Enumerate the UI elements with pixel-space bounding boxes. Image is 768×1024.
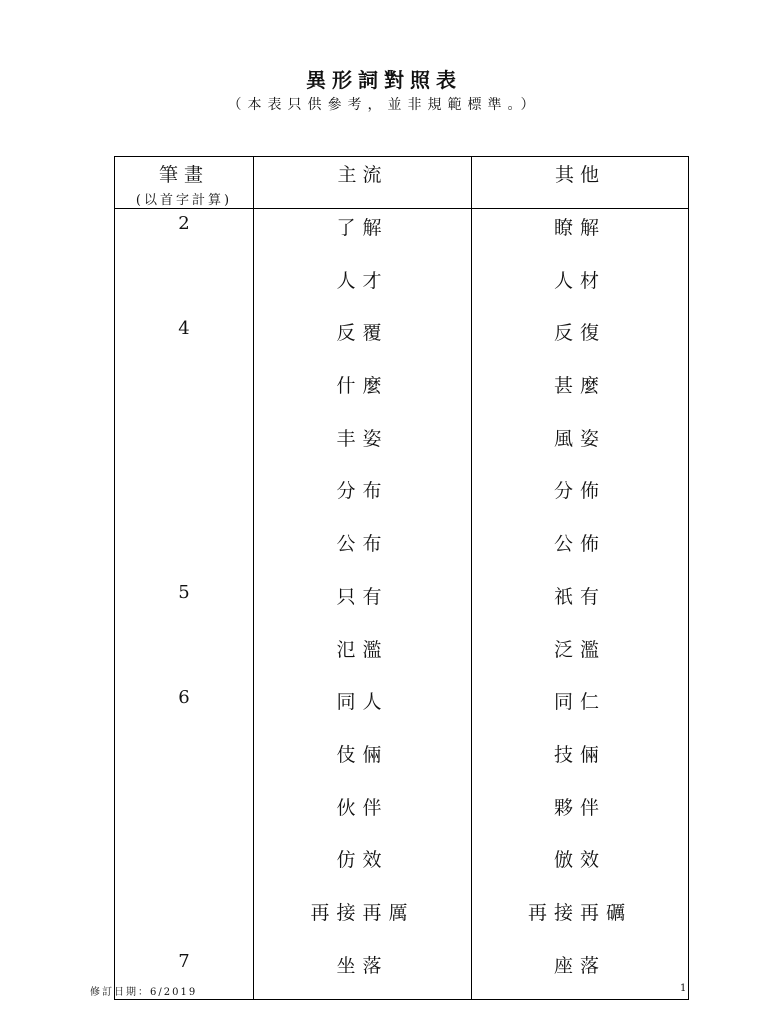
mainstream-word-cell: 伎倆 <box>254 736 472 789</box>
other-word-cell: 風姿 <box>472 420 689 473</box>
mainstream-word-cell: 公布 <box>254 525 472 578</box>
mainstream-word-cell: 分布 <box>254 472 472 525</box>
mainstream-word-cell: 人才 <box>254 262 472 315</box>
table-row <box>115 209 689 262</box>
table-row <box>115 736 689 789</box>
stroke-count-cell <box>115 262 254 315</box>
stroke-count-cell <box>115 367 254 420</box>
other-word-cell: 夥伴 <box>472 789 689 842</box>
table-row <box>115 472 689 525</box>
variant-word-table <box>114 156 689 1000</box>
stroke-count-cell: 7 <box>115 947 254 1000</box>
table-header-row <box>115 157 689 209</box>
stroke-count-cell <box>115 789 254 842</box>
stroke-count-cell <box>115 631 254 684</box>
mainstream-word-cell: 同人 <box>254 683 472 736</box>
other-word-cell: 甚麼 <box>472 367 689 420</box>
mainstream-word-cell: 了解 <box>254 209 472 262</box>
other-word-cell: 座落 <box>472 947 689 1000</box>
mainstream-word-cell: 反覆 <box>254 314 472 367</box>
table-row <box>115 841 689 894</box>
stroke-count-cell: 4 <box>115 314 254 367</box>
header-strokes-note: (以首字計算) <box>135 193 233 208</box>
other-word-cell: 反復 <box>472 314 689 367</box>
table-row <box>115 894 689 947</box>
table-row <box>115 314 689 367</box>
stroke-count-cell: 2 <box>115 209 254 262</box>
other-word-cell: 瞭解 <box>472 209 689 262</box>
table-row <box>115 947 689 1000</box>
stroke-count-cell <box>115 736 254 789</box>
table-row <box>115 631 689 684</box>
other-word-cell: 再接再礪 <box>472 894 689 947</box>
stroke-count-cell: 6 <box>115 683 254 736</box>
other-word-cell: 人材 <box>472 262 689 315</box>
stroke-count-cell <box>115 525 254 578</box>
header-other: 其他 <box>472 157 689 209</box>
page-number: 1 <box>680 983 687 994</box>
mainstream-word-cell: 氾濫 <box>254 631 472 684</box>
other-word-cell: 分佈 <box>472 472 689 525</box>
stroke-count-cell <box>115 894 254 947</box>
mainstream-word-cell: 坐落 <box>254 947 472 1000</box>
mainstream-word-cell: 再接再厲 <box>254 894 472 947</box>
header-mainstream: 主流 <box>254 157 472 209</box>
mainstream-word-cell: 只有 <box>254 578 472 631</box>
table-body <box>115 209 689 1000</box>
mainstream-word-cell: 伙伴 <box>254 789 472 842</box>
table-row <box>115 578 689 631</box>
other-word-cell: 公佈 <box>472 525 689 578</box>
stroke-count-cell <box>115 841 254 894</box>
mainstream-word-cell: 仿效 <box>254 841 472 894</box>
page-subtitle: （本表只供參考，並非規範標準。） <box>227 97 541 113</box>
table-row <box>115 367 689 420</box>
table-row <box>115 789 689 842</box>
stroke-count-cell <box>115 472 254 525</box>
table-row <box>115 525 689 578</box>
page-title: 異形詞對照表 <box>306 68 462 92</box>
header-strokes <box>115 157 254 209</box>
other-word-cell: 同仁 <box>472 683 689 736</box>
other-word-cell: 倣效 <box>472 841 689 894</box>
revision-date: 修訂日期：6/2019 <box>90 987 198 998</box>
table-row <box>115 420 689 473</box>
header-strokes-label: 筆畫 <box>158 164 209 186</box>
stroke-count-cell: 5 <box>115 578 254 631</box>
mainstream-word-cell: 丰姿 <box>254 420 472 473</box>
other-word-cell: 祇有 <box>472 578 689 631</box>
table-row <box>115 262 689 315</box>
mainstream-word-cell: 什麼 <box>254 367 472 420</box>
table-row <box>115 683 689 736</box>
other-word-cell: 技倆 <box>472 736 689 789</box>
other-word-cell: 泛濫 <box>472 631 689 684</box>
stroke-count-cell <box>115 420 254 473</box>
